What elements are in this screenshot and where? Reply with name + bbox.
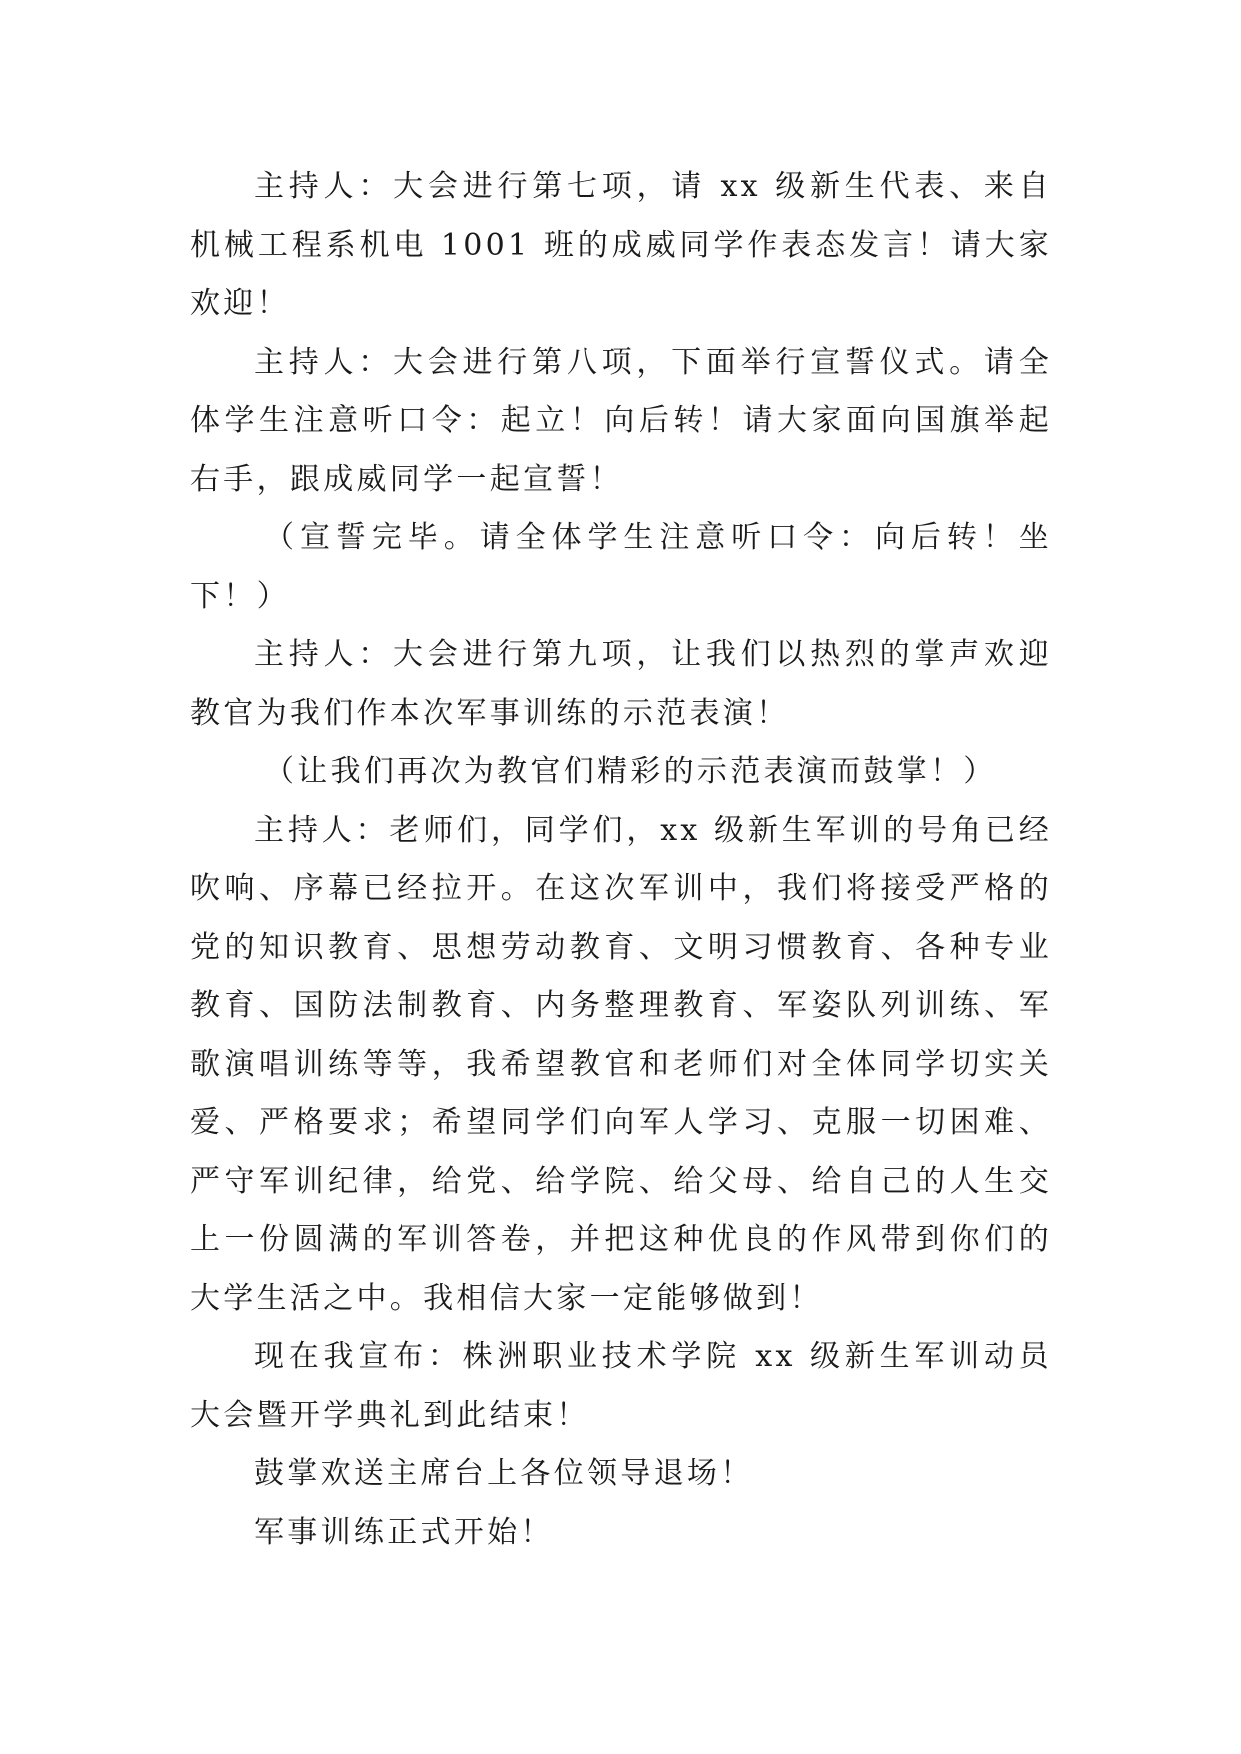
paragraph-announcement: 现在我宣布：株洲职业技术学院 xx 级新生军训动员大会暨开学典礼到此结束！ xyxy=(190,1339,1052,1433)
paragraph-host-closing-speech: 主持人：老师们，同学们，xx 级新生军训的号角已经吹响、序幕已经拉开。在这次军训中，我们将接受严格的党的知识教育、思想劳动教育、文明习惯教育、各种专业教育、国防法制教育、内务整理教育、军姿队列训练、军歌演唱训练等等，我希望教官和老师们对全体同学切实关爱、严格要求；希望同学们向军人学习、克服一切困难、严守军训纪律，给党、给学院、给父母、给自己的人生交上一份圆满的军训答卷，并把这种优良的作风带到你们的大学生活之中。我相信大家一定能够做到！ xyxy=(190,812,1052,1316)
document-body xyxy=(190,158,1052,1562)
paragraph-oath-complete-note: （宣誓完毕。请全体学生注意听口令：向后转！坐下！） xyxy=(190,520,1052,614)
paragraph-applause-note: （让我们再次为教官们精彩的示范表演而鼓掌！） xyxy=(264,754,997,789)
paragraph-host-item-seven: 主持人：大会进行第七项，请 xx 级新生代表、来自机械工程系机电 1001 班的成威同学作表态发言！请大家欢迎！ xyxy=(190,169,1052,321)
paragraph-host-item-eight: 主持人：大会进行第八项，下面举行宣誓仪式。请全体学生注意听口令：起立！向后转！请大家面向国旗举起右手，跟成威同学一起宣誓！ xyxy=(190,344,1052,497)
paragraph-host-item-nine: 主持人：大会进行第九项，让我们以热烈的掌声欢迎教官为我们作本次军事训练的示范表演！ xyxy=(190,637,1052,731)
paragraph-farewell-leaders: 鼓掌欢送主席台上各位领导退场！ xyxy=(254,1456,754,1491)
paragraph-training-start: 军事训练正式开始！ xyxy=(254,1514,554,1550)
